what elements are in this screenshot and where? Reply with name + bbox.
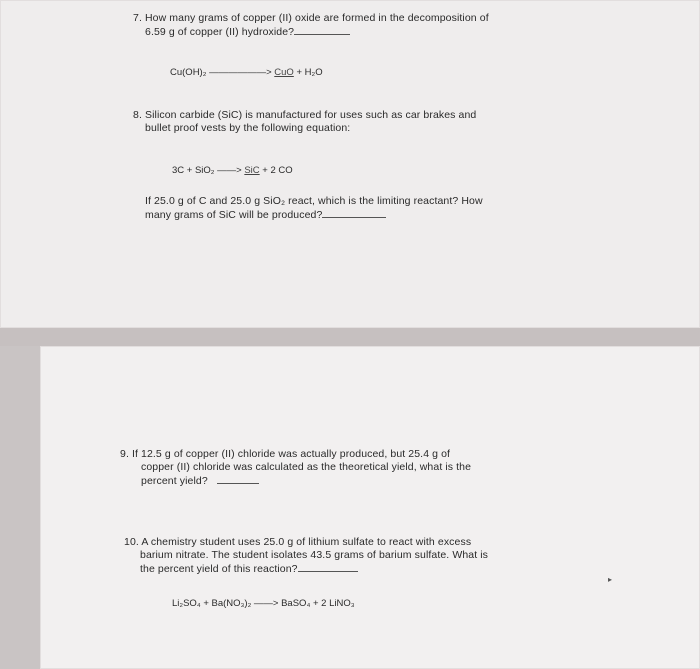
- equation-7: [170, 67, 323, 79]
- question-9-line-1: 9. If 12.5 g of copper (II) chloride was actually produced, but 25.4 g of: [120, 448, 451, 460]
- equation-8-rest: + 2 CO: [259, 165, 293, 176]
- answer-blank-10[interactable]: [298, 562, 358, 572]
- question-7-line-2-row: [133, 25, 583, 39]
- question-9: [120, 448, 580, 488]
- question-8-line-3: If 25.0 g of C and 25.0 g SiO₂ react, which is the limiting reactant? How: [145, 195, 483, 207]
- equation-10: Li₂SO₄ + Ba(NO₃)₂ ——> BaSO₄ + 2 LiNO₃: [172, 598, 355, 609]
- answer-blank-9[interactable]: [217, 474, 259, 484]
- equation-8-product-1: SiC: [244, 165, 260, 176]
- pen-mark: ▸: [608, 575, 613, 584]
- worksheet-page-top: [0, 0, 700, 328]
- equation-7-reactant: Cu(OH)₂: [170, 67, 207, 78]
- question-9-line-2: copper (II) chloride was calculated as the theoretical yield, what is the: [141, 461, 472, 473]
- answer-blank-8[interactable]: [322, 208, 386, 218]
- question-8-line-4: many grams of SiC will be produced?: [145, 209, 323, 221]
- worksheet-page-bottom: [40, 346, 700, 669]
- question-9-line-3: percent yield?: [141, 475, 208, 487]
- question-8: [133, 109, 583, 135]
- question-10-line-1: 10. A chemistry student uses 25.0 g of lithium sulfate to react with excess: [124, 536, 472, 548]
- question-7: [133, 12, 583, 39]
- question-8-part-2: [145, 195, 585, 222]
- equation-7-product-1: CuO: [274, 67, 294, 78]
- question-10: [124, 536, 584, 576]
- equation-7-rest: + H₂O: [293, 67, 323, 78]
- question-7-line-1: 7. How many grams of copper (II) oxide are formed in the decomposition of: [133, 12, 489, 24]
- question-8-line-1: 8. Silicon carbide (SiC) is manufactured for uses such as car brakes and: [133, 109, 477, 121]
- question-7-line-2: 6.59 g of copper (II) hydroxide?: [145, 26, 295, 38]
- question-10-line-3: the percent yield of this reaction?: [140, 563, 298, 575]
- equation-8-reactants: 3C + SiO₂: [172, 165, 215, 176]
- page-gap: [0, 328, 700, 346]
- equation-7-arrow: ——————>: [209, 67, 272, 78]
- question-10-line-2: barium nitrate. The student isolates 43.5 grams of barium sulfate. What is: [140, 549, 489, 561]
- equation-8-arrow: ——>: [217, 165, 242, 176]
- question-8-line-2: bullet proof vests by the following equation:: [145, 122, 351, 134]
- answer-blank-7[interactable]: [294, 25, 350, 35]
- equation-8: [172, 165, 293, 177]
